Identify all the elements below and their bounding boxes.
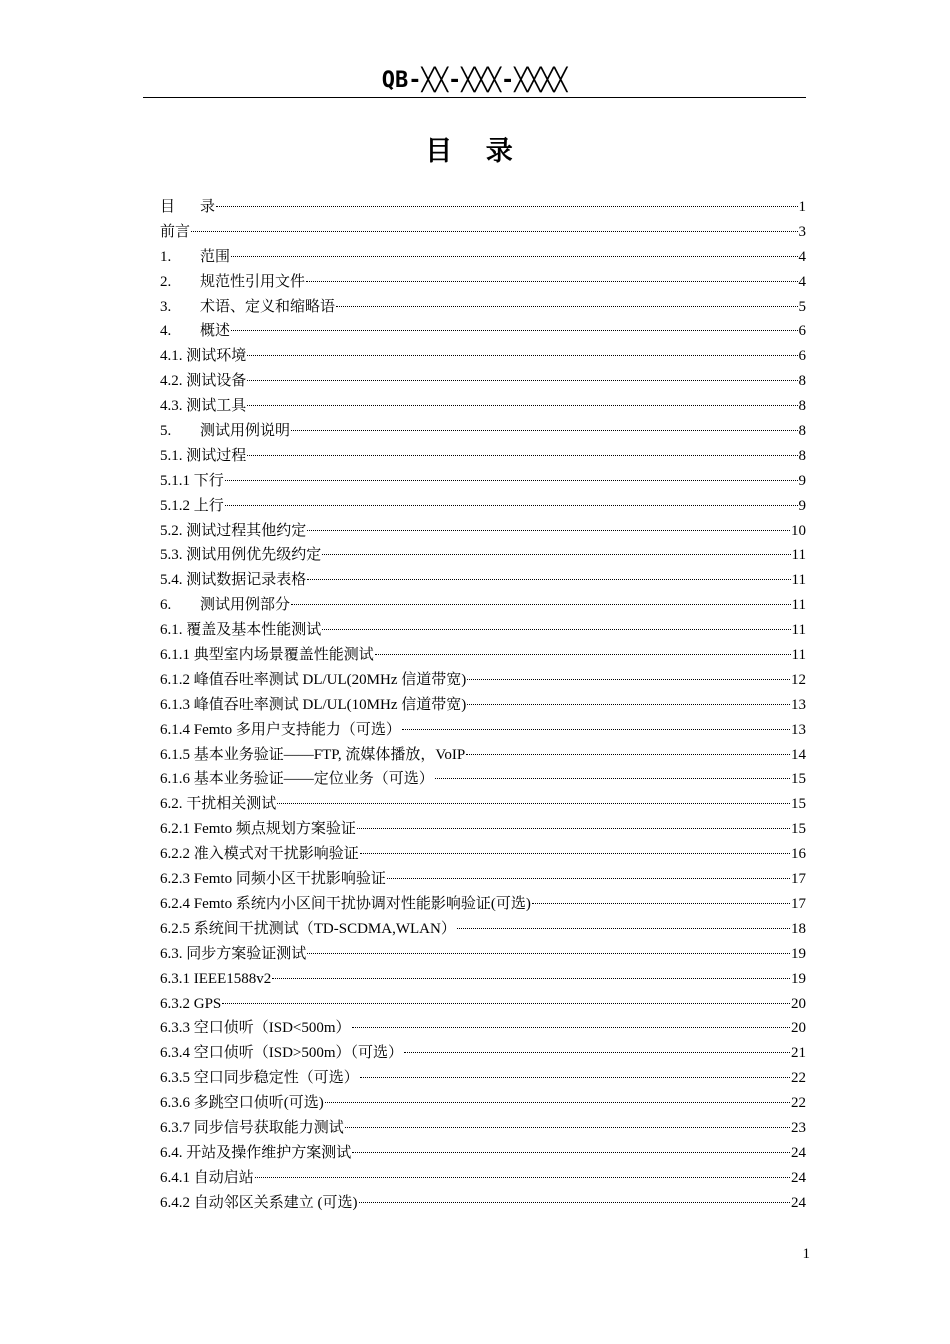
dot-leader xyxy=(357,808,790,829)
toc-entry-number: 3. xyxy=(160,298,172,315)
toc-entry-title xyxy=(160,220,190,245)
toc-entry-page: 11 xyxy=(791,622,806,639)
toc-entry-label: 5.3. 测试用例优先级约定 xyxy=(160,547,322,564)
toc-entry-page: 24 xyxy=(791,1144,806,1161)
toc-entry-number: 2. xyxy=(160,273,172,290)
toc-entry-label: 6.1.2 峰值吞吐率测试 DL/UL(20MHz 信道带宽) xyxy=(160,671,467,688)
toc-entry-page: 12 xyxy=(791,671,806,688)
toc-entry-label: 4.1. 测试环境 xyxy=(160,348,247,365)
toc-entry-page: 8 xyxy=(798,398,806,415)
page-title: 目 录 xyxy=(425,136,525,167)
toc-entry-page: 5 xyxy=(798,298,806,315)
toc-entry-number: 4. xyxy=(160,323,172,340)
dot-leader xyxy=(307,559,790,580)
toc-entry-page: 17 xyxy=(791,895,806,912)
toc-entry-title xyxy=(160,344,246,369)
toc-entry-label: 范围 xyxy=(200,248,231,265)
toc-entry-title xyxy=(160,270,305,295)
toc-entry-page: 22 xyxy=(791,1095,806,1112)
toc-entry-page: 20 xyxy=(791,995,806,1012)
toc-entry-label: 5.1.1 下行 xyxy=(160,472,224,489)
dot-leader xyxy=(359,1182,791,1203)
toc-entry-title xyxy=(160,668,466,693)
toc-entry-title xyxy=(160,1166,254,1191)
toc-entry-label: 6.3.6 多跳空口侦听(可选) xyxy=(160,1095,324,1112)
dot-leader xyxy=(247,360,797,381)
toc-entry-title xyxy=(160,494,224,519)
toc-entry-title xyxy=(160,469,224,494)
toc-entry-title xyxy=(160,842,359,867)
dot-leader xyxy=(231,310,797,331)
toc-entry-number: 目 xyxy=(160,199,176,215)
toc-entry-title xyxy=(160,568,306,593)
toc-entry-page: 21 xyxy=(791,1045,806,1062)
toc-entry-label: 6.3.5 空口同步稳定性（可选） xyxy=(160,1070,359,1087)
toc-entry-page: 13 xyxy=(791,721,806,738)
toc-entry-label: 规范性引用文件 xyxy=(200,273,306,290)
dot-leader xyxy=(291,584,791,605)
toc-entry-title xyxy=(160,519,306,544)
dot-leader xyxy=(216,186,797,207)
toc-entry-page: 16 xyxy=(791,846,806,863)
toc-entry-label: 6.3.3 空口侦听（ISD<500m） xyxy=(160,1020,351,1037)
toc-entry-label: 测试用例说明 xyxy=(200,423,291,440)
toc-entry-page: 10 xyxy=(791,522,806,539)
dot-leader xyxy=(336,286,797,307)
toc-entry-title xyxy=(160,394,246,419)
toc-entry-page: 11 xyxy=(791,572,806,589)
toc-entry-label: 5.1.2 上行 xyxy=(160,497,224,514)
table-of-contents xyxy=(160,190,806,1211)
toc-entry-label: 6.4.2 自动邻区关系建立 (可选) xyxy=(160,1194,358,1211)
toc-entry-page: 20 xyxy=(791,1020,806,1037)
toc-entry-page: 15 xyxy=(791,771,806,788)
dot-leader xyxy=(375,634,791,655)
dot-leader xyxy=(306,261,797,282)
toc-entry-page: 11 xyxy=(791,647,806,664)
toc-entry-label: 6.2.4 Femto 系统内小区间干扰协调对性能影响验证(可选) xyxy=(160,895,531,912)
dot-leader xyxy=(307,933,790,954)
toc-entry-title xyxy=(160,1091,324,1116)
toc-entry-page: 6 xyxy=(798,348,806,365)
dot-leader xyxy=(360,833,790,854)
dot-leader xyxy=(435,758,790,779)
toc-entry-label: 6.1.6 基本业务验证——定位业务（可选） xyxy=(160,771,434,788)
toc-entry-label: 术语、定义和缩略语 xyxy=(200,298,336,315)
dot-leader xyxy=(322,609,790,630)
toc-entry-title xyxy=(160,319,230,344)
document-header xyxy=(143,66,806,98)
toc-entry-label: 录 xyxy=(200,199,216,215)
toc-entry-title xyxy=(160,245,230,270)
toc-entry-page: 4 xyxy=(798,248,806,265)
toc-entry-label: 前言 xyxy=(160,223,191,240)
toc-entry-page: 24 xyxy=(791,1194,806,1211)
toc-entry-label: 6.2.3 Femto 同频小区干扰影响验证 xyxy=(160,871,386,888)
toc-entry-label: 测试用例部分 xyxy=(200,597,291,614)
toc-entry-label: 6.3.4 空口侦听（ISD>500m）（可选） xyxy=(160,1045,404,1062)
toc-entry-number: 5. xyxy=(160,423,172,440)
toc-entry-page: 22 xyxy=(791,1070,806,1087)
toc-entry-page: 4 xyxy=(798,273,806,290)
toc-entry-page: 11 xyxy=(791,597,806,614)
toc-entry-number: 1. xyxy=(160,248,172,265)
dot-leader xyxy=(291,410,797,431)
dot-leader xyxy=(457,908,790,929)
toc-entry-label: 6.3.2 GPS xyxy=(160,995,222,1012)
toc-entry-label: 4.2. 测试设备 xyxy=(160,373,247,390)
toc-entry-page: 3 xyxy=(798,223,806,240)
toc-entry-page: 14 xyxy=(791,746,806,763)
toc-entry-label: 6.3.1 IEEE1588v2 xyxy=(160,970,272,987)
toc-entry-page: 11 xyxy=(791,547,806,564)
dot-leader xyxy=(191,211,797,232)
toc-entry-page: 1 xyxy=(798,199,806,215)
toc-entry-number: 6. xyxy=(160,597,172,614)
toc-entry-label: 6.3.7 同步信号获取能力测试 xyxy=(160,1119,344,1136)
toc-entry-page: 18 xyxy=(791,920,806,937)
toc-entry-title xyxy=(160,718,401,743)
toc-entry-title xyxy=(160,867,386,892)
toc-entry-title xyxy=(160,593,290,618)
toc-entry-label: 6.1.3 峰值吞吐率测试 DL/UL(10MHz 信道带宽) xyxy=(160,696,467,713)
dot-leader xyxy=(532,883,790,904)
toc-entry-title xyxy=(160,992,221,1017)
dot-leader xyxy=(404,1032,790,1053)
toc-entry-title xyxy=(160,543,321,568)
dot-leader xyxy=(325,1082,790,1103)
toc-entry-title xyxy=(160,817,356,842)
dot-leader xyxy=(222,983,790,1004)
dot-leader xyxy=(247,335,797,356)
toc-entry-page: 24 xyxy=(791,1169,806,1186)
toc-entry-label: 5.2. 测试过程其他约定 xyxy=(160,522,307,539)
toc-entry-label: 6.2.5 系统间干扰测试（TD-SCDMA,WLAN） xyxy=(160,920,456,937)
toc-entry-label: 6.2. 干扰相关测试 xyxy=(160,796,277,813)
toc-entry-title xyxy=(160,1116,344,1141)
dot-leader xyxy=(402,709,790,730)
toc-entry-label: 5.1. 测试过程 xyxy=(160,447,247,464)
toc-entry[interactable] xyxy=(160,1186,806,1211)
toc-entry-page: 8 xyxy=(798,423,806,440)
dot-leader xyxy=(467,659,790,680)
toc-entry-page: 19 xyxy=(791,970,806,987)
dot-leader xyxy=(307,510,790,531)
toc-entry-label: 5.4. 测试数据记录表格 xyxy=(160,572,307,589)
toc-entry-title xyxy=(160,369,246,394)
toc-entry-label: 6.2.1 Femto 频点规划方案验证 xyxy=(160,821,356,838)
toc-entry-page: 17 xyxy=(791,871,806,888)
dot-leader xyxy=(360,1057,790,1078)
toc-entry-label: 6.4.1 自动启站 xyxy=(160,1169,254,1186)
dot-leader xyxy=(225,460,798,481)
toc-entry-title xyxy=(160,618,321,643)
toc-entry-page: 9 xyxy=(798,497,806,514)
toc-entry-page: 19 xyxy=(791,945,806,962)
toc-entry-page: 8 xyxy=(798,447,806,464)
toc-entry-page: 9 xyxy=(798,472,806,489)
toc-entry-label: 6.4. 开站及操作维护方案测试 xyxy=(160,1144,352,1161)
toc-entry-label: 6.3. 同步方案验证测试 xyxy=(160,945,307,962)
dot-leader xyxy=(466,734,790,755)
dot-leader xyxy=(387,858,790,879)
toc-entry-page: 15 xyxy=(791,796,806,813)
dot-leader xyxy=(247,435,797,456)
dot-leader xyxy=(231,236,797,257)
toc-entry-title xyxy=(160,743,465,768)
toc-entry-page: 6 xyxy=(798,323,806,340)
dot-leader xyxy=(322,534,790,555)
dot-leader xyxy=(467,684,790,705)
toc-entry-page: 13 xyxy=(791,696,806,713)
toc-entry-title xyxy=(160,1016,351,1041)
toc-entry-title xyxy=(160,643,374,668)
toc-entry-page: 15 xyxy=(791,821,806,838)
toc-entry-page: 23 xyxy=(791,1119,806,1136)
toc-entry-title xyxy=(160,1191,358,1216)
toc-entry-label: 6.1. 覆盖及基本性能测试 xyxy=(160,622,322,639)
toc-entry-label: 6.1.5 基本业务验证——FTP, 流媒体播放，VoIP xyxy=(160,746,466,763)
toc-entry-title xyxy=(160,792,276,817)
dot-leader xyxy=(277,783,790,804)
dot-leader xyxy=(352,1007,790,1028)
dot-leader xyxy=(225,485,798,506)
dot-leader xyxy=(247,385,797,406)
toc-entry-label: 概述 xyxy=(200,323,231,340)
dot-leader xyxy=(352,1132,790,1153)
dot-leader xyxy=(255,1157,790,1178)
dot-leader xyxy=(345,1107,790,1128)
toc-entry-label: 6.1.4 Femto 多用户支持能力（可选） xyxy=(160,721,401,738)
document-code: QB-╳╳-╳╳╳-╳╳╳╳ xyxy=(381,68,568,93)
toc-entry-label: 4.3. 测试工具 xyxy=(160,398,247,415)
page-number: 1 xyxy=(802,1246,810,1262)
dot-leader xyxy=(272,958,790,979)
toc-entry-label: 6.1.1 典型室内场景覆盖性能测试 xyxy=(160,647,374,664)
toc-entry-page: 8 xyxy=(798,373,806,390)
toc-entry-label: 6.2.2 准入模式对干扰影响验证 xyxy=(160,846,359,863)
